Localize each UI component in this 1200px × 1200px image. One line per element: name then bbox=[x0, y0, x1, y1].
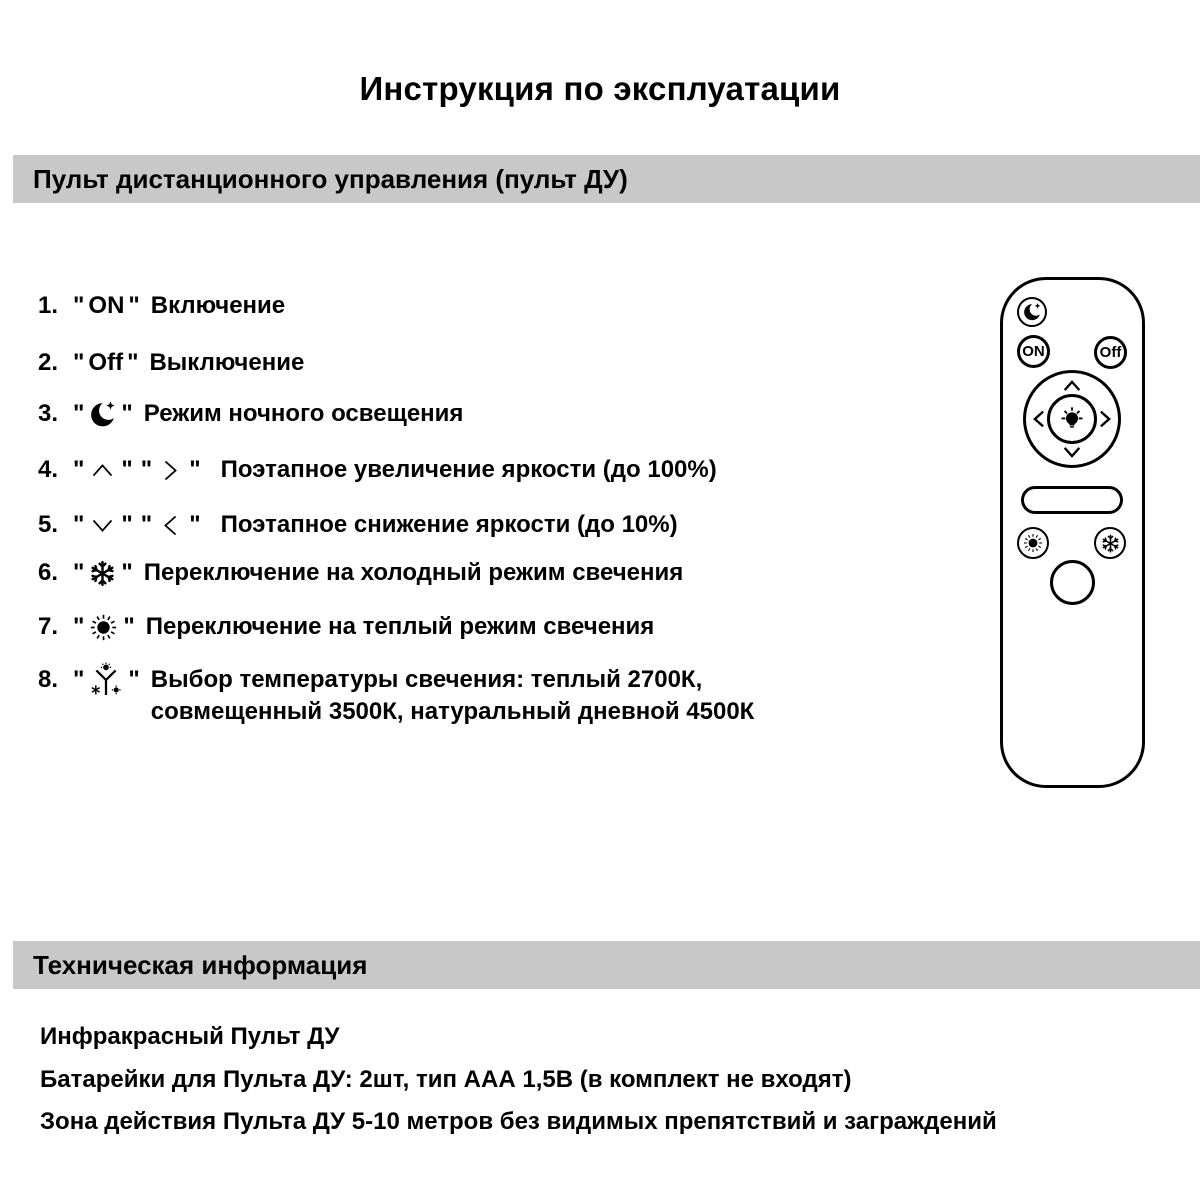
quote-mark: " bbox=[73, 400, 85, 427]
item-text: Режим ночного освещения bbox=[143, 400, 464, 427]
item-text-line2: совмещенный 3500К, натуральный дневной 4500К bbox=[150, 698, 755, 725]
chevron-right-icon bbox=[157, 457, 184, 484]
list-item bbox=[38, 345, 304, 381]
item-text bbox=[151, 664, 755, 728]
item-number: 5. bbox=[38, 511, 59, 538]
tech-info-line: Зона действия Пульта ДУ 5-10 метров без видимых препятствий и заграждений bbox=[40, 1108, 997, 1135]
quote-mark: " bbox=[73, 666, 85, 693]
remote-dpad bbox=[1023, 370, 1121, 468]
quote-mark: " bbox=[73, 456, 85, 483]
moon-star-icon bbox=[1022, 302, 1042, 322]
item-text-line1: Выбор температуры свечения: теплый 2700К, bbox=[150, 666, 703, 693]
moon-star-icon bbox=[88, 400, 117, 429]
quote-mark: " bbox=[121, 559, 133, 586]
item-text: Поэтапное снижение яркости (до 10%) bbox=[220, 511, 678, 538]
item-number: 6. bbox=[38, 559, 59, 586]
remote-illustration bbox=[1000, 277, 1145, 788]
section-header-remote bbox=[13, 155, 1200, 203]
quote-mark: " bbox=[128, 666, 140, 693]
quote-mark: " bbox=[140, 511, 153, 538]
temperature-select-icon bbox=[88, 662, 124, 698]
sun-icon bbox=[1022, 532, 1044, 554]
button-label-on: ON bbox=[88, 292, 125, 319]
section-header-tech bbox=[13, 941, 1200, 989]
remote-on-label: ON bbox=[1022, 343, 1045, 360]
list-item bbox=[38, 288, 285, 324]
chevron-left-icon bbox=[157, 512, 184, 539]
remote-off-label: Off bbox=[1099, 344, 1122, 361]
remote-cold-mode-button bbox=[1094, 527, 1126, 559]
list-item bbox=[38, 507, 678, 543]
tech-info-line: Батарейки для Пульта ДУ: 2шт, тип ААА 1,5В (в комплект не входят) bbox=[40, 1066, 852, 1093]
list-item bbox=[38, 555, 683, 591]
chevron-up-icon bbox=[89, 457, 116, 484]
snowflake-icon bbox=[1100, 533, 1121, 554]
item-text: Включение bbox=[150, 292, 286, 319]
item-number: 2. bbox=[38, 349, 59, 376]
remote-pill-button bbox=[1021, 486, 1123, 514]
chevron-down-icon bbox=[1061, 441, 1083, 463]
chevron-right-icon bbox=[1094, 408, 1116, 430]
item-number: 3. bbox=[38, 400, 59, 427]
item-number: 1. bbox=[38, 292, 59, 319]
list-item bbox=[38, 452, 717, 488]
section-header-remote-label: Пульт дистанционного управления (пульт ДУ) bbox=[33, 163, 628, 194]
item-text: Поэтапное увеличение яркости (до 100%) bbox=[220, 456, 717, 483]
list-item bbox=[38, 609, 654, 645]
quote-mark: " bbox=[189, 456, 201, 483]
quote-mark: " bbox=[128, 292, 140, 319]
quote-mark: " bbox=[121, 511, 133, 538]
quote-mark: " bbox=[73, 349, 85, 376]
item-number: 8. bbox=[38, 666, 59, 693]
list-item bbox=[38, 396, 463, 432]
remote-night-mode-button bbox=[1017, 297, 1047, 327]
chevron-down-icon bbox=[89, 512, 116, 539]
bulb-icon bbox=[1058, 405, 1086, 433]
quote-mark: " bbox=[189, 511, 201, 538]
page-title: Инструкция по эксплуатации bbox=[359, 70, 841, 107]
remote-warm-mode-button bbox=[1017, 527, 1049, 559]
quote-mark: " bbox=[73, 511, 85, 538]
quote-mark: " bbox=[73, 292, 85, 319]
tech-info-line: Инфракрасный Пульт ДУ bbox=[40, 1023, 340, 1050]
item-text: Переключение на теплый режим свечения bbox=[145, 613, 655, 640]
quote-mark: " bbox=[121, 400, 133, 427]
button-label-off: Off bbox=[88, 349, 124, 376]
remote-off-button bbox=[1094, 336, 1127, 369]
remote-on-button bbox=[1017, 335, 1050, 368]
list-item bbox=[38, 664, 754, 728]
section-header-tech-label: Техническая информация bbox=[33, 949, 368, 980]
quote-mark: " bbox=[140, 456, 153, 483]
item-number: 4. bbox=[38, 456, 59, 483]
quote-mark: " bbox=[123, 613, 135, 640]
remote-brightness-center-button bbox=[1047, 394, 1097, 444]
remote-bottom-button bbox=[1050, 560, 1095, 605]
quote-mark: " bbox=[121, 456, 133, 483]
sun-icon bbox=[88, 612, 119, 643]
item-text: Переключение на холодный режим свечения bbox=[143, 559, 684, 586]
snowflake-icon bbox=[88, 559, 117, 588]
quote-mark: " bbox=[73, 559, 85, 586]
quote-mark: " bbox=[127, 349, 139, 376]
quote-mark: " bbox=[73, 613, 85, 640]
item-text: Выключение bbox=[149, 349, 305, 376]
item-number: 7. bbox=[38, 613, 59, 640]
